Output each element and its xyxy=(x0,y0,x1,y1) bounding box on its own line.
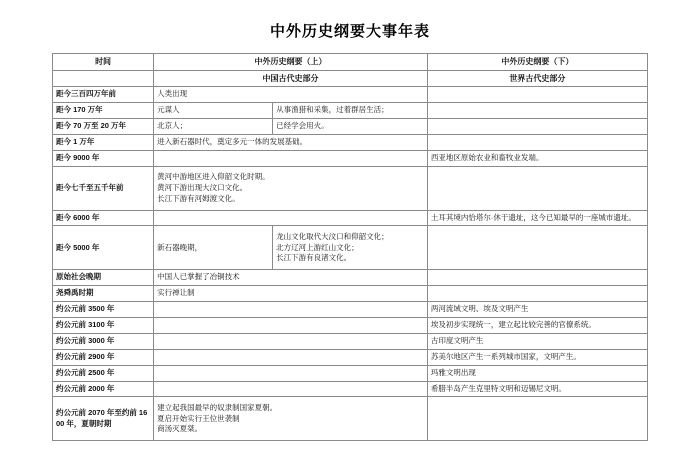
table-row xyxy=(53,318,648,334)
row-time-cell: 距今三百四万年前 xyxy=(53,87,154,103)
row-right-cell xyxy=(427,103,647,119)
row-time-cell: 距今 9000 年 xyxy=(53,150,154,166)
row-right-cell xyxy=(427,166,647,210)
row-left-cell xyxy=(154,349,428,365)
row-left-subject-cell: 新石器晚期， xyxy=(154,226,273,270)
table-section-row xyxy=(53,70,648,87)
row-time-cell: 约公元前 2900 年 xyxy=(53,349,154,365)
row-right-cell: 西亚地区原始农业和畜牧业发端。 xyxy=(427,150,647,166)
row-right-cell xyxy=(427,270,647,286)
row-time-cell: 约公元前 3100 年 xyxy=(53,318,154,334)
row-time-cell: 约公元前 2500 年 xyxy=(53,365,154,381)
row-left-subject-cell: 北京人； xyxy=(154,118,273,134)
row-time-cell: 约公元前 2000 年 xyxy=(53,381,154,397)
row-right-cell: 两河流域文明、埃及文明产生 xyxy=(427,302,647,318)
table-row xyxy=(53,286,648,302)
table-row xyxy=(53,166,648,210)
row-left-cell: 建立起我国最早的奴隶制国家夏朝。 夏启开始实行王位世袭制 商汤灭夏桀。 xyxy=(154,397,428,441)
row-time-cell: 约公元前 2070 年至约前 1600 年，夏朝时期 xyxy=(53,397,154,441)
row-time-cell: 原始社会晚期 xyxy=(53,270,154,286)
timeline-table xyxy=(52,53,648,441)
table-row xyxy=(53,150,648,166)
table-row xyxy=(53,118,648,134)
row-right-cell xyxy=(427,286,647,302)
row-right-cell: 古印度文明产生 xyxy=(427,333,647,349)
row-left-cell xyxy=(154,381,428,397)
row-left-cell: 进入新石器时代，奠定多元一体的发展基础。 xyxy=(154,134,428,150)
section-right-label: 世界古代史部分 xyxy=(427,70,647,87)
header-right-volume: 中外历史纲要（下） xyxy=(427,54,647,71)
table-row xyxy=(53,226,648,270)
table-row xyxy=(53,397,648,441)
row-left-cell: 实行禅让制 xyxy=(154,286,428,302)
row-right-cell xyxy=(427,134,647,150)
row-right-cell: 苏美尔地区产生一系列城市国家，文明产生。 xyxy=(427,349,647,365)
row-time-cell: 距今 70 万至 20 万年 xyxy=(53,118,154,134)
header-left-volume: 中外历史纲要（上） xyxy=(154,54,428,71)
row-left-detail-cell: 已经学会用火。 xyxy=(273,118,428,134)
row-left-cell xyxy=(154,302,428,318)
row-left-cell: 中国人已掌握了冶铜技术 xyxy=(154,270,428,286)
row-time-cell: 距今 6000 年 xyxy=(53,210,154,226)
table-row xyxy=(53,381,648,397)
table-row xyxy=(53,365,648,381)
row-right-cell xyxy=(427,397,647,441)
row-right-cell xyxy=(427,118,647,134)
table-row xyxy=(53,333,648,349)
row-time-cell: 距今 1 万年 xyxy=(53,134,154,150)
row-right-cell: 玛雅文明出现 xyxy=(427,365,647,381)
row-left-cell xyxy=(154,365,428,381)
row-right-cell: 希腊半岛产生克里特文明和迈锡尼文明。 xyxy=(427,381,647,397)
table-header-row xyxy=(53,54,648,71)
row-time-cell: 距今七千至五千年前 xyxy=(53,166,154,210)
table-row xyxy=(53,134,648,150)
row-left-subject-cell: 元谋人 xyxy=(154,103,273,119)
row-time-cell: 距今 170 万年 xyxy=(53,103,154,119)
table-row xyxy=(53,349,648,365)
row-left-cell xyxy=(154,333,428,349)
row-right-cell: 埃及初步实现统一，建立起比较完善的官僚系统。 xyxy=(427,318,647,334)
row-left-detail-cell: 龙山文化取代大汶口和仰韶文化； 北方辽河上游红山文化； 长江下游有良渚文化。 xyxy=(273,226,428,270)
table-row xyxy=(53,103,648,119)
row-left-cell: 人类出现 xyxy=(154,87,428,103)
timeline-table-body xyxy=(53,54,648,441)
page-title: 中外历史纲要大事年表 xyxy=(269,23,430,40)
row-time-cell: 距今 5000 年 xyxy=(53,226,154,270)
header-time: 时间 xyxy=(53,54,154,71)
row-right-cell xyxy=(427,226,647,270)
row-left-cell xyxy=(154,150,428,166)
row-right-cell: 土耳其境内恰塔尔·休于遗址，这今已知最早的一座城市遗址。 xyxy=(427,210,647,226)
table-row xyxy=(53,270,648,286)
section-spacer xyxy=(53,70,154,87)
row-time-cell: 约公元前 3000 年 xyxy=(53,333,154,349)
table-row xyxy=(53,87,648,103)
row-right-cell xyxy=(427,87,647,103)
row-left-detail-cell: 从事渔猎和采集，过着群居生活； xyxy=(273,103,428,119)
row-time-cell: 尧舜禹时期 xyxy=(53,286,154,302)
row-left-cell xyxy=(154,210,428,226)
row-left-cell: 黄河中游地区进入仰韶文化时期。 黄河下游出现大汶口文化。 长江下游有河姆渡文化。 xyxy=(154,166,428,210)
table-row xyxy=(53,210,648,226)
section-left-label: 中国古代史部分 xyxy=(154,70,428,87)
row-time-cell: 约公元前 3500 年 xyxy=(53,302,154,318)
table-row xyxy=(53,302,648,318)
row-left-cell xyxy=(154,318,428,334)
